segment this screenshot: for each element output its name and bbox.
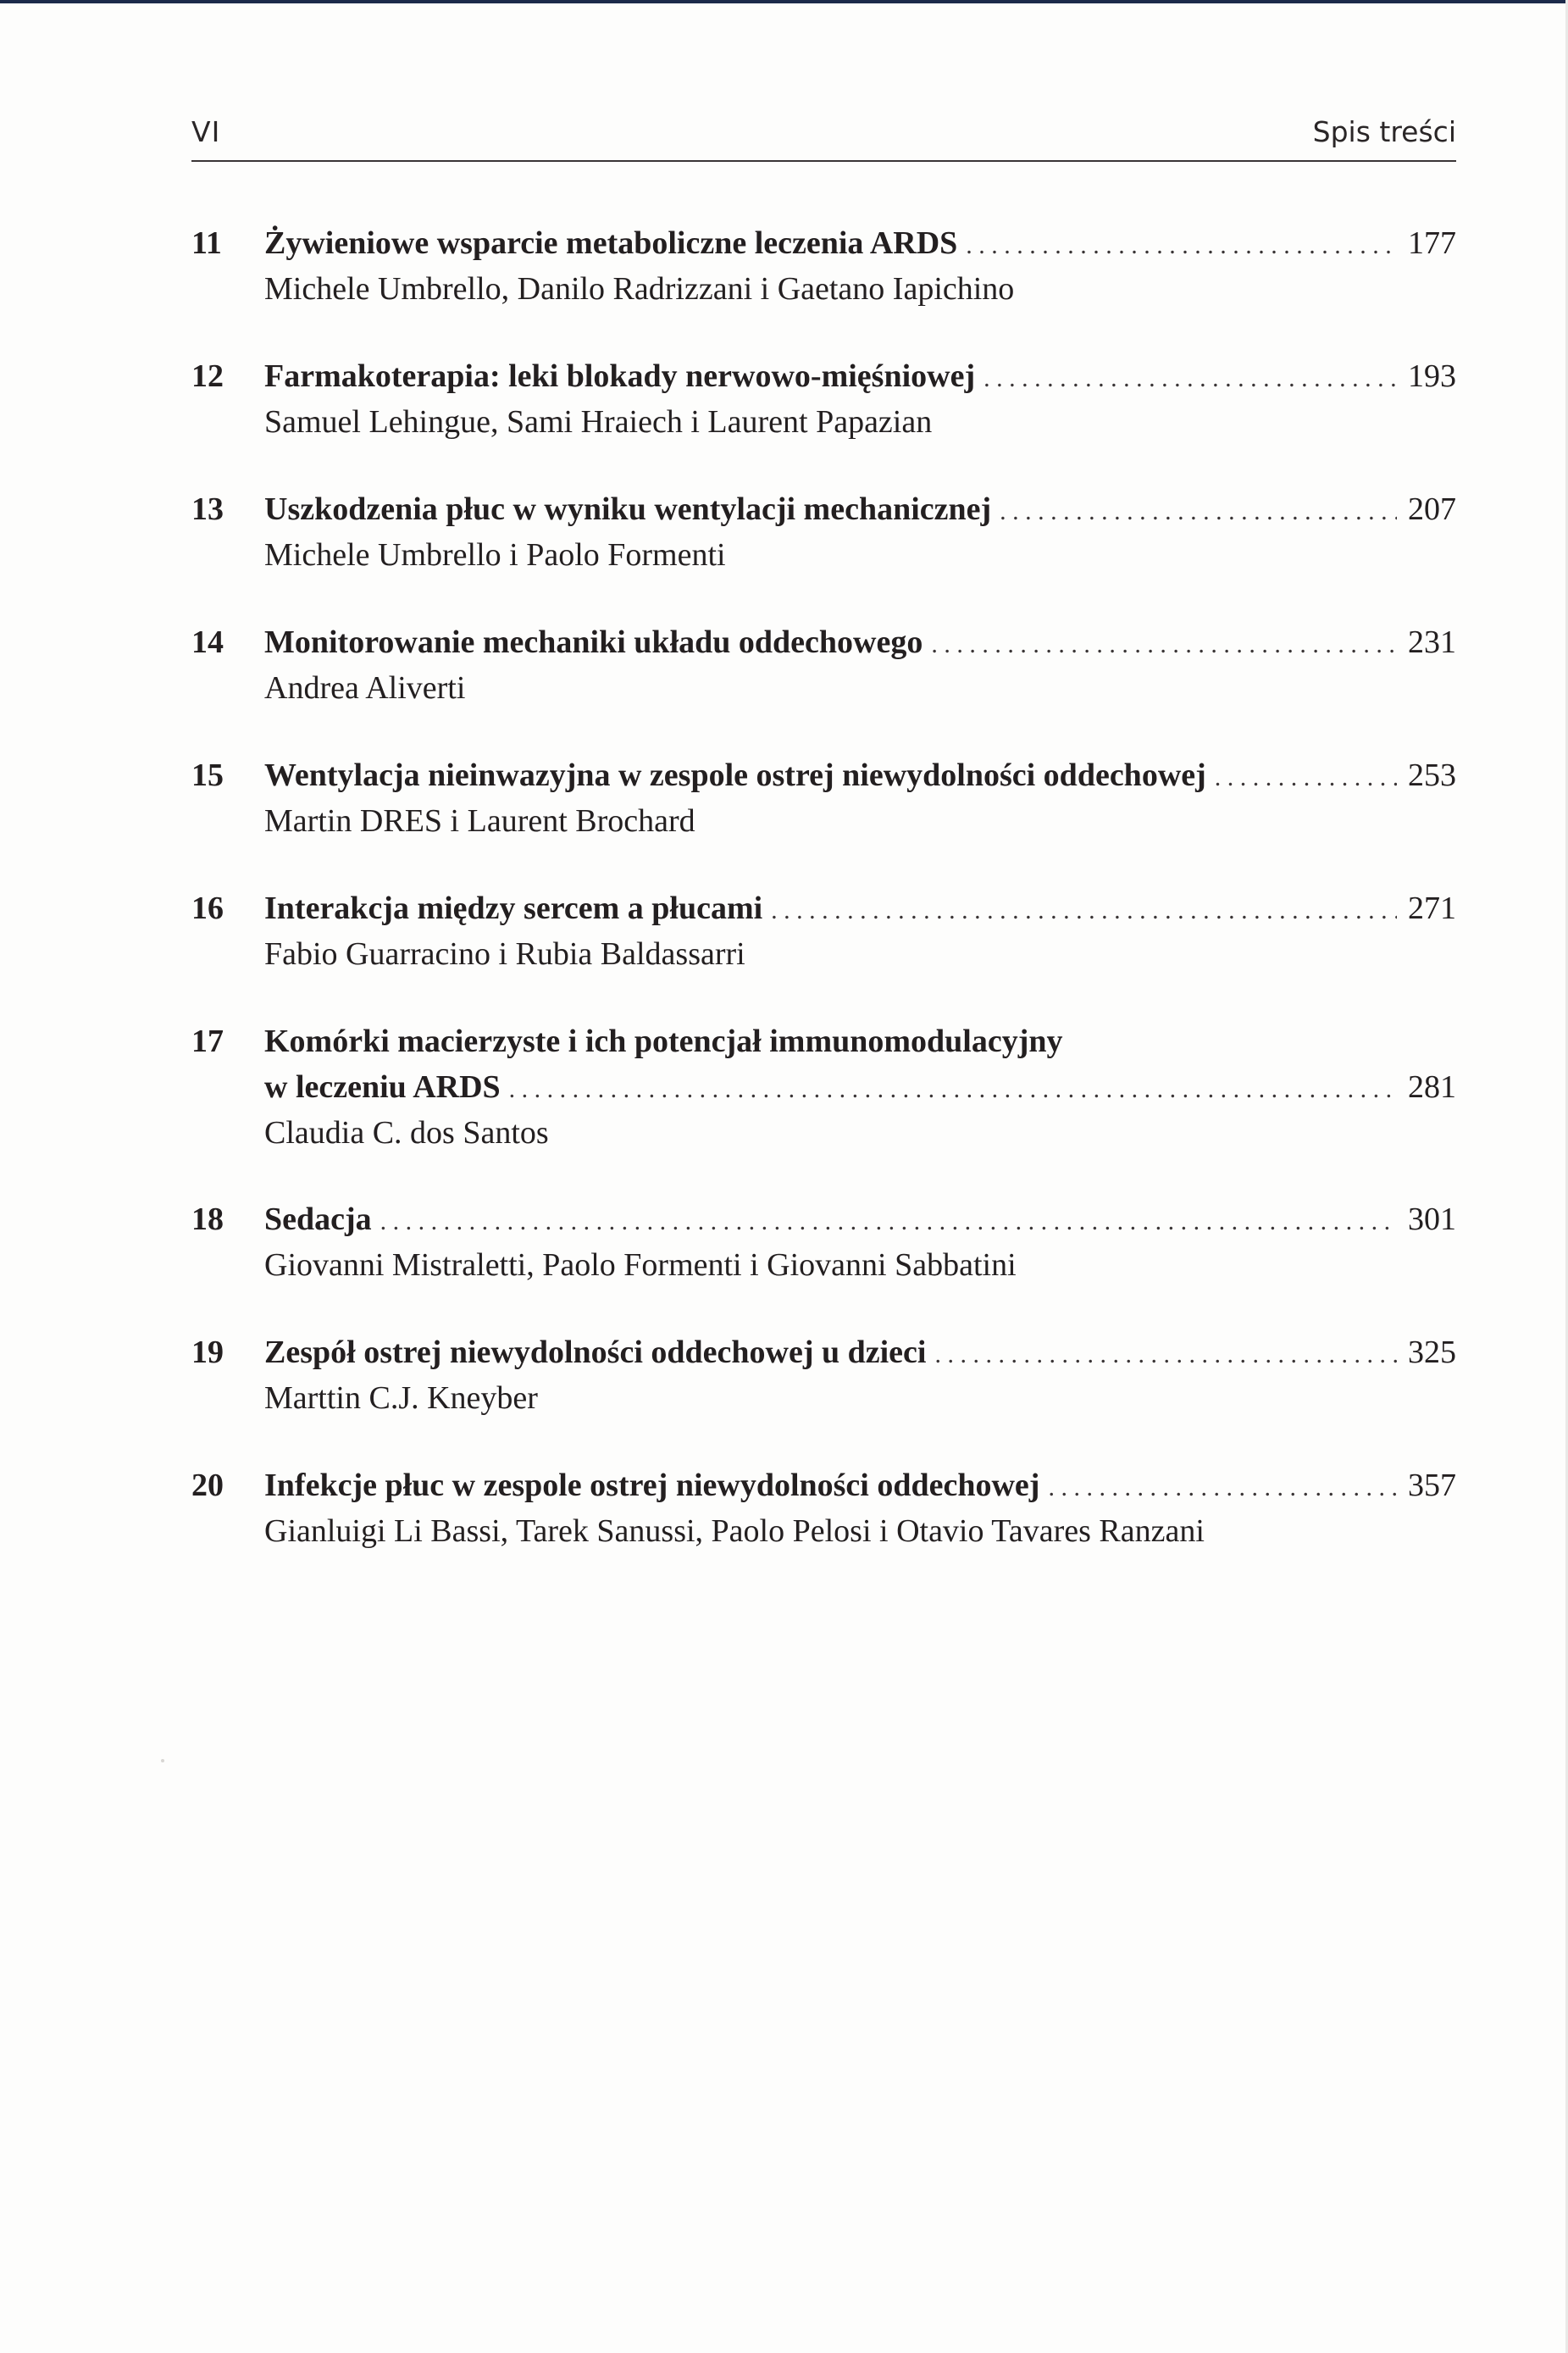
title-line [264, 1064, 1456, 1110]
entry-body [264, 1462, 1456, 1554]
section-title: Spis treści [1312, 115, 1456, 148]
dot-leader [966, 223, 1397, 269]
dot-leader [380, 1199, 1397, 1245]
dot-leader [983, 356, 1397, 402]
page-number: 177 [1408, 225, 1456, 261]
dot-leader [1000, 489, 1397, 535]
title-line [264, 1462, 1456, 1508]
page-number: 357 [1408, 1468, 1456, 1503]
chapter-title[interactable]: Interakcja między sercem a płucami [264, 891, 763, 926]
chapter-number: 12 [191, 358, 224, 394]
entry-body [264, 1329, 1456, 1421]
chapter-title-first-line[interactable]: Komórki macierzyste i ich potencjał immunomodulacyjny [264, 1024, 1063, 1059]
chapter-title[interactable]: Sedacja [264, 1201, 372, 1237]
page-number: 193 [1408, 358, 1456, 394]
chapter-title[interactable]: Zespół ostrej niewydolności oddechowej u dzieci [264, 1335, 927, 1370]
chapter-number: 13 [191, 491, 224, 527]
chapter-title[interactable]: Infekcje płuc w zespole ostrej niewydolności oddechowej [264, 1468, 1040, 1503]
chapter-number: 19 [191, 1335, 224, 1370]
scan-speck [161, 1759, 164, 1762]
dot-leader [934, 1332, 1397, 1378]
title-line [264, 220, 1456, 266]
chapter-authors: Michele Umbrello i Paolo Formenti [264, 537, 726, 573]
chapter-number: 18 [191, 1201, 224, 1237]
chapter-authors: Giovanni Mistraletti, Paolo Formenti i Giovanni Sabbatini [264, 1247, 1017, 1283]
chapter-number: 14 [191, 624, 224, 660]
title-line [264, 1196, 1456, 1242]
chapter-authors: Andrea Aliverti [264, 670, 466, 706]
entry-body [264, 885, 1456, 977]
chapter-title[interactable]: Farmakoterapia: leki blokady nerwowo-mięśniowej [264, 358, 976, 394]
entry-body [264, 752, 1456, 844]
title-line [264, 486, 1456, 532]
page-number: 325 [1408, 1335, 1456, 1370]
chapter-number: 11 [191, 225, 222, 261]
entry-body [264, 486, 1456, 578]
dot-leader [1048, 1465, 1397, 1511]
chapter-number: 20 [191, 1468, 224, 1503]
chapter-number: 15 [191, 758, 224, 793]
header-rule [191, 160, 1456, 162]
title-line [264, 885, 1456, 931]
entry-body [264, 619, 1456, 711]
entry-body [264, 220, 1456, 312]
chapter-authors: Martin DRES i Laurent Brochard [264, 803, 695, 839]
page-number: 253 [1408, 758, 1456, 793]
chapter-authors: Claudia C. dos Santos [264, 1115, 549, 1151]
dot-leader [771, 888, 1397, 934]
title-line [264, 1329, 1456, 1375]
page-number: 281 [1408, 1069, 1456, 1105]
chapter-authors: Marttin C.J. Kneyber [264, 1380, 538, 1416]
page-number: 271 [1408, 891, 1456, 926]
chapter-authors: Fabio Guarracino i Rubia Baldassarri [264, 936, 745, 972]
entry-body [264, 1018, 1456, 1156]
page-number: 301 [1408, 1201, 1456, 1237]
chapter-authors: Gianluigi Li Bassi, Tarek Sanussi, Paolo Pelosi i Otavio Tavares Ranzani [264, 1513, 1205, 1549]
page-folio: VI [191, 115, 221, 148]
title-line [264, 619, 1456, 665]
entry-body [264, 1196, 1456, 1288]
chapter-authors: Michele Umbrello, Danilo Radrizzani i Gaetano Iapichino [264, 271, 1015, 307]
chapter-number: 17 [191, 1024, 224, 1059]
running-head [191, 108, 1456, 159]
dot-leader [1215, 755, 1397, 801]
chapter-title[interactable]: Uszkodzenia płuc w wyniku wentylacji mechanicznej [264, 491, 992, 527]
dot-leader [509, 1067, 1397, 1113]
chapter-number: 16 [191, 891, 224, 926]
title-line [264, 752, 1456, 798]
chapter-authors: Samuel Lehingue, Sami Hraiech i Laurent Papazian [264, 404, 933, 440]
page-number: 231 [1408, 624, 1456, 660]
chapter-title[interactable]: Monitorowanie mechaniki układu oddechowego [264, 624, 923, 660]
dot-leader [931, 622, 1397, 668]
page-top-edge [0, 0, 1568, 3]
chapter-title[interactable]: Żywieniowe wsparcie metaboliczne leczenia ARDS [264, 225, 958, 261]
chapter-title[interactable]: w leczeniu ARDS [264, 1069, 501, 1105]
title-line [264, 353, 1456, 399]
chapter-title[interactable]: Wentylacja nieinwazyjna w zespole ostrej niewydolności oddechowej [264, 758, 1206, 793]
entry-body [264, 353, 1456, 445]
page-number: 207 [1408, 491, 1456, 527]
